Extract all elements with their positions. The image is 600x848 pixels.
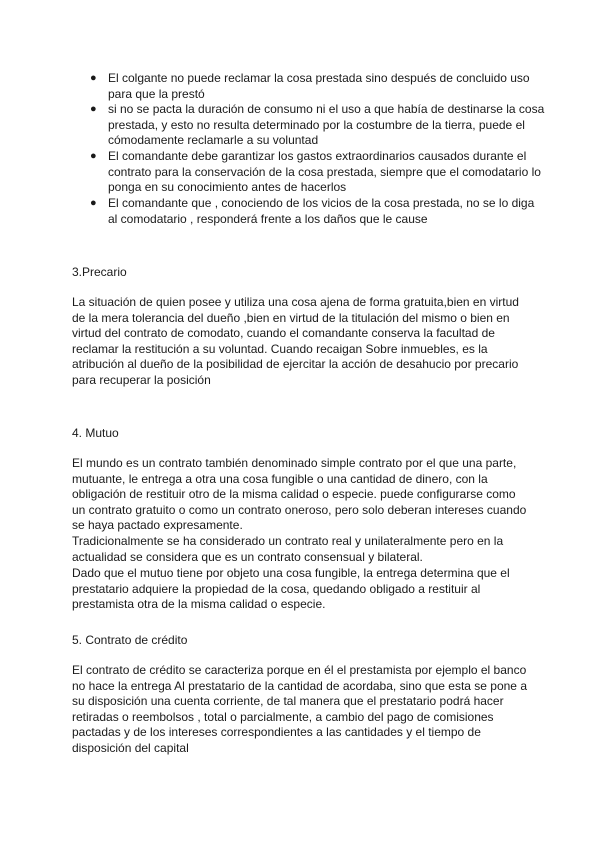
paragraph-mutuo-1: El mundo es un contrato también denominado simple contrato por el que una parte, mutuante, le entrega a otra una cosa fungible o una cantidad de dinero, con la obligación de restituir otro de la misma calidad o especie. puede configurarse como un contrato gratuito o como un contrato oneroso, pero solo deberan intereses cuando se haya pactado expresamente.: [72, 456, 527, 533]
bullet-text: El comandante debe garantizar los gastos extraordinarios causados durante el contrato para la conservación de la cosa prestada, siempre que el comodatario lo ponga en su conocimiento antes de hacerlos: [108, 149, 541, 195]
bullet-icon: ●: [90, 103, 97, 115]
bullet-icon: ●: [90, 197, 97, 209]
section-heading-credito: 5. Contrato de crédito: [72, 633, 188, 647]
section-heading-mutuo: 4. Mutuo: [72, 426, 119, 440]
paragraph-mutuo-3: Dado que el mutuo tiene por objeto una cosa fungible, la entrega determina que el prestatario adquiere la propiedad de la cosa, quedando obligado a restituir al prestamista otra de la misma calidad o especie.: [72, 566, 510, 612]
paragraph-precario: La situación de quien posee y utiliza una cosa ajena de forma gratuita,bien en virtud de la mera tolerancia del dueño ,bien en virtud de la titulación del mismo o bien en virtud del contrato de comodato, cuando el comandante conserva la facultad de reclamar la restitución a su voluntad. Cuando recaigan Sobre inmuebles, es la atribución al dueño de la posibilidad de ejercitar la acción de desahucio por precario para recuperar la posición: [72, 295, 519, 387]
list-item: [86, 102, 546, 149]
bullet-text: El comandante que , conociendo de los vicios de la cosa prestada, no se lo diga al comodatario , responderá frente a los daños que le cause: [108, 196, 535, 226]
bullet-text: El colgante no puede reclamar la cosa prestada sino después de concluido uso para que la prestó: [108, 71, 530, 101]
section-heading-precario: 3.Precario: [72, 265, 127, 279]
list-item: [86, 149, 546, 196]
bullet-icon: ●: [90, 72, 97, 84]
list-item: [86, 71, 546, 102]
bullet-text: si no se pacta la duración de consumo ni el uso a que había de destinarse la cosa prestada, y esto no resulta determinado por la costumbre de la tierra, puede el cómodamente reclamarle a su voluntad: [108, 102, 545, 148]
paragraph-mutuo-2: Tradicionalmente se ha considerado un contrato real y unilateralmente pero en la actualidad se considera que es un contrato consensual y bilateral.: [72, 534, 504, 564]
bullet-icon: ●: [90, 150, 97, 162]
list-item: [86, 196, 546, 227]
paragraph-credito: El contrato de crédito se caracteriza porque en él el prestamista por ejemplo el banco no hace la entrega Al prestatario de la cantidad de acordaba, sino que esta se pone a su disposición una cuenta corriente, de tal manera que el prestatario podrá hacer retiradas o reembolsos , total o parcialmente, a cambio del pago de comisiones pactadas y de los intereses correspondientes a las cantidades y el tiempo de disposición del capital: [72, 663, 527, 755]
bullet-list: [86, 71, 546, 227]
